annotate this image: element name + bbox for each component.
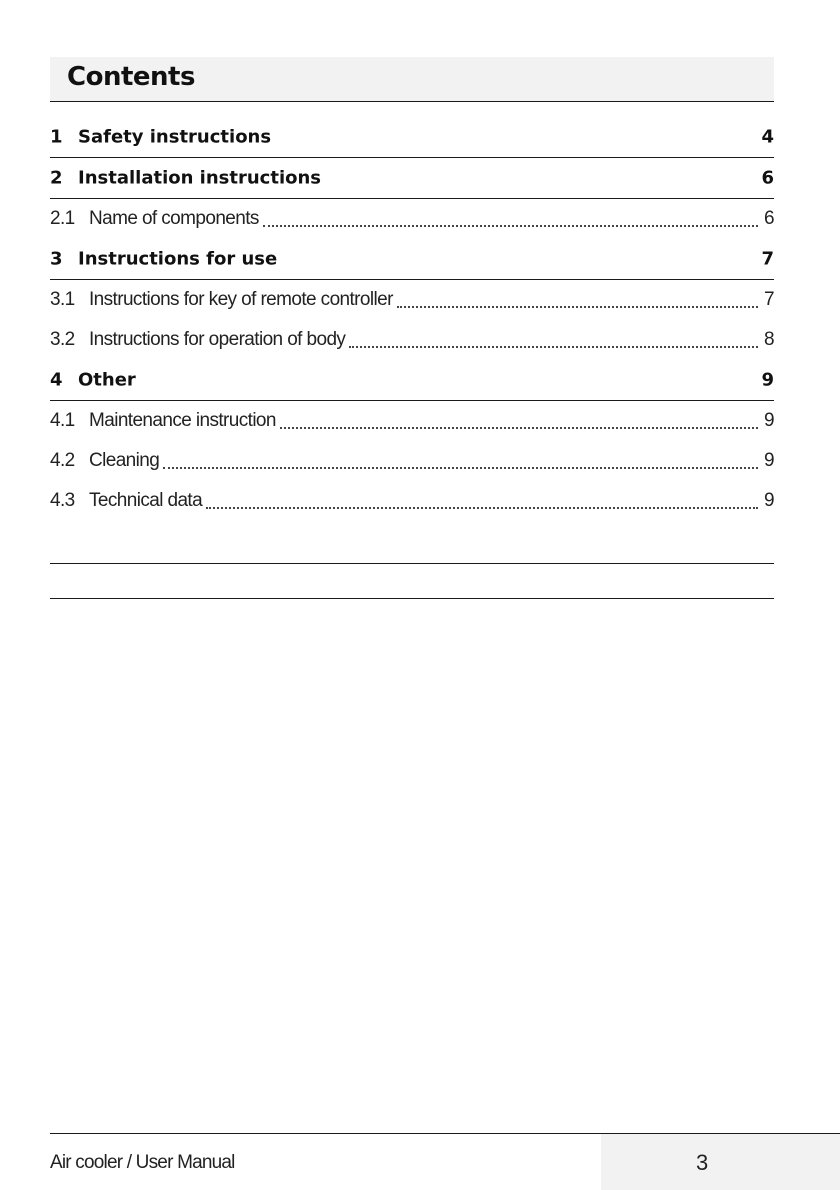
dot-leader: [163, 467, 758, 469]
dot-leader: [206, 507, 758, 509]
toc-number: 2.1: [50, 208, 75, 229]
footer-page-box: [601, 1134, 840, 1190]
toc-section-installation-instructions[interactable]: [50, 158, 774, 199]
dot-leader: [280, 427, 758, 429]
toc-page: 7: [761, 248, 774, 270]
toc-page: 9: [764, 450, 774, 471]
toc-page: 9: [764, 410, 774, 431]
toc-entry-maintenance-instruction[interactable]: [50, 401, 774, 441]
toc-label: Instructions for key of remote controller: [89, 289, 393, 310]
toc-section-safety-instructions[interactable]: [50, 117, 774, 158]
toc-page: 7: [764, 289, 774, 310]
toc-page: 9: [764, 490, 774, 511]
toc-label: Maintenance instruction: [89, 410, 276, 431]
toc-page: 6: [761, 167, 774, 189]
toc-entry-cleaning[interactable]: [50, 441, 774, 481]
contents-header: [50, 57, 774, 102]
toc-number: 1: [50, 126, 63, 148]
divider: [50, 563, 774, 564]
dot-leader: [263, 225, 758, 227]
dot-leader: [349, 346, 758, 348]
toc-page: 4: [761, 126, 774, 148]
toc-entry-name-of-components[interactable]: [50, 199, 774, 239]
toc-label: Instructions for use: [78, 248, 278, 270]
page-number: 3: [696, 1150, 709, 1175]
toc-label: Technical data: [89, 490, 203, 511]
toc-number: 3: [50, 248, 63, 270]
toc-number: 3.2: [50, 329, 75, 350]
toc-page: 6: [764, 208, 774, 229]
toc-label: Instructions for operation of body: [89, 329, 346, 350]
toc-entry-remote-controller-keys[interactable]: [50, 280, 774, 320]
toc-page: 8: [764, 329, 774, 350]
toc-number: 4: [50, 369, 63, 391]
toc-label: Safety instructions: [78, 126, 272, 148]
toc-label: Name of components: [89, 208, 259, 229]
toc-number: 3.1: [50, 289, 75, 310]
toc-number: 4.3: [50, 490, 75, 511]
toc-number: 4.2: [50, 450, 75, 471]
toc-entry-operation-of-body[interactable]: [50, 320, 774, 360]
toc-page: 9: [761, 369, 774, 391]
toc-label: Cleaning: [89, 450, 160, 471]
divider: [50, 598, 774, 599]
toc-label: Installation instructions: [78, 167, 322, 189]
footer-document-title: Air cooler / User Manual: [50, 1152, 235, 1173]
dot-leader: [397, 306, 758, 308]
toc-section-other[interactable]: [50, 360, 774, 401]
toc-number: 4.1: [50, 410, 75, 431]
page-title: Contents: [67, 62, 195, 92]
toc-number: 2: [50, 167, 63, 189]
toc-section-instructions-for-use[interactable]: [50, 239, 774, 280]
toc-entry-technical-data[interactable]: [50, 481, 774, 521]
toc-label: Other: [78, 369, 136, 391]
